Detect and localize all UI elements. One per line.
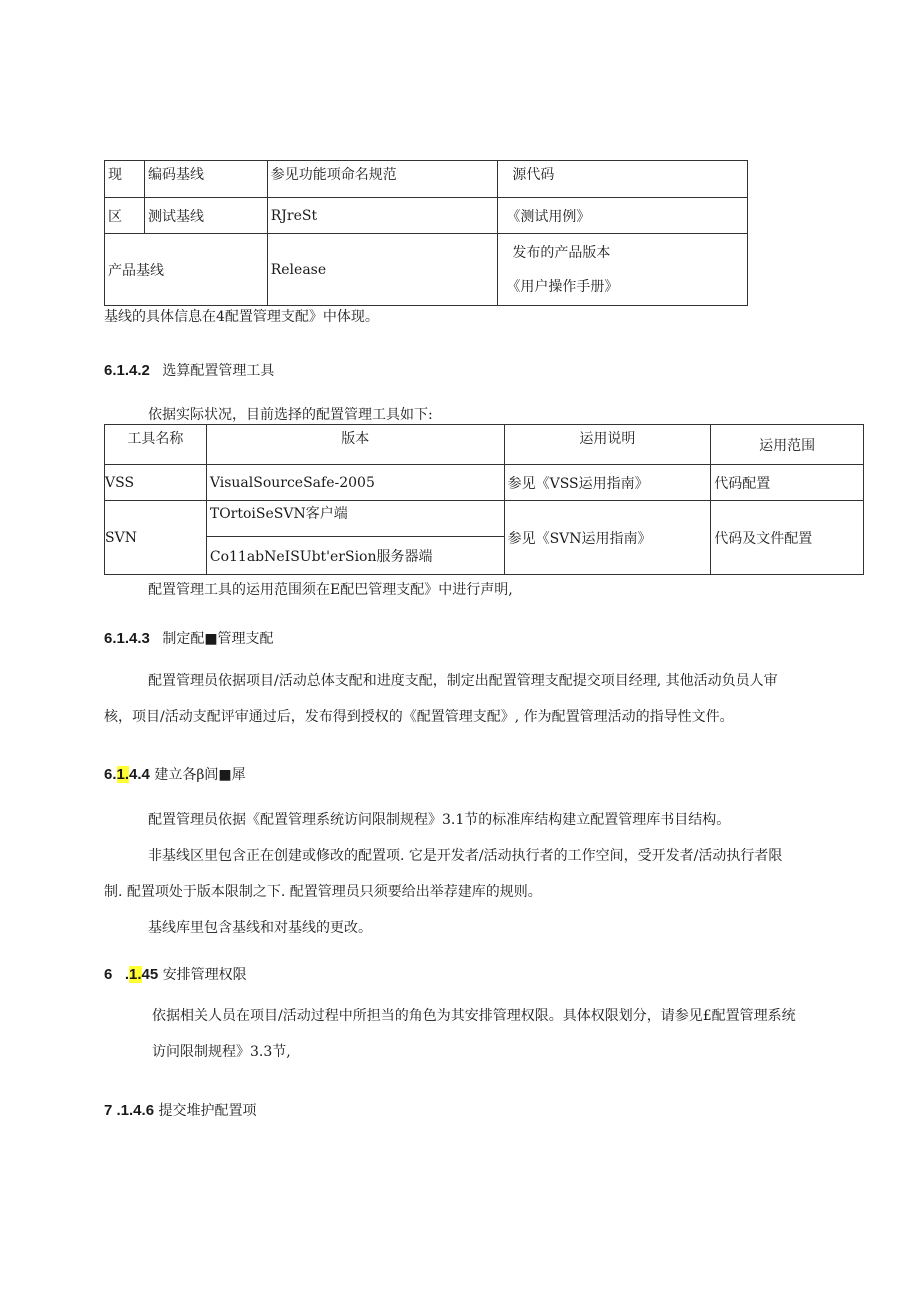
header-tool-name: 工具名称 [105, 425, 207, 465]
section-number: 6.1.4.4 [104, 766, 150, 783]
section-title: 安排管理权限 [162, 967, 247, 983]
tool-version: TOrtoiSeSVN客户端 [206, 501, 504, 537]
section-number: 6.1.4.2 [104, 362, 150, 379]
paragraph-line: 基线库里包含基线和对基线的更改。 [148, 920, 372, 936]
table-row [105, 198, 748, 234]
section-heading [104, 764, 246, 784]
section-number: 6 .1.45 [104, 966, 159, 983]
section-title: 建立各β闾■犀 [154, 767, 246, 783]
section-number: 7 .1.4.6 [104, 1102, 155, 1119]
section-title: 制定配■管理支配 [162, 631, 274, 647]
baseline-table [104, 160, 748, 306]
section-number: 6.1.4.3 [104, 630, 150, 647]
baseline-items [498, 161, 748, 198]
baseline-note: 基线的具体信息在4配置管理支配》中体现。 [104, 309, 379, 325]
paragraph-line: 配置管理员依据《配置管理系统访问限制规程》3.1节的标准库结构建立配置管理库书目结构。 [148, 812, 731, 828]
paragraph-line: 依据相关人员在项目/活动过程中所担当的角色为其安排管理权限。具体权限划分，请参见£配置管理系统 [152, 1008, 796, 1024]
table-row [105, 465, 864, 501]
baseline-naming: RJreSt [267, 198, 498, 234]
paragraph [152, 998, 796, 1070]
table-row [105, 501, 864, 537]
section-heading [104, 1100, 257, 1120]
baseline-items [498, 234, 748, 306]
table-row [105, 234, 748, 306]
baseline-items [498, 198, 748, 234]
tools-table [104, 424, 864, 575]
tool-usage: 参见《SVN运用指南》 [504, 501, 711, 575]
tool-scope: 代码及文件配置 [711, 501, 864, 575]
paragraph-line: 配置管理员依据项目/活动总体支配和进度支配，制定出配置管理支配提交项目经理, 其他活动负员人审 [148, 673, 778, 689]
paragraph [104, 802, 783, 946]
tool-version: VisualSourceSafe-2005 [206, 465, 504, 501]
tool-intro: 依据实际状况，目前选择的配置管理工具如下: [148, 407, 433, 423]
paragraph-line: 制. 配置项处于版本限制之下. 配置管理员只须要给出举荐建库的规则。 [104, 884, 542, 900]
header-scope: 运用范围 [711, 425, 864, 465]
section-title: 提交堆护配置项 [158, 1103, 257, 1119]
table-row [105, 161, 748, 198]
item-text: 《用户操作手册》 [506, 278, 619, 295]
paragraph-line: 访问限制规程》3.3节, [152, 1044, 291, 1060]
area-cell: 区 [105, 198, 145, 234]
baseline-naming: Release [267, 234, 498, 306]
baseline-name: 测试基线 [144, 198, 267, 234]
header-usage: 运用说明 [504, 425, 711, 465]
item-text: 《测试用例》 [506, 208, 591, 225]
tool-version: Co11abNeISUbt'erSion服务器端 [206, 537, 504, 575]
tool-name: VSS [105, 465, 207, 501]
paragraph [104, 663, 778, 735]
baseline-name: 编码基线 [144, 161, 267, 198]
section-heading [104, 628, 274, 648]
table-header-row [105, 425, 864, 465]
paragraph-line: 核，项目/活动支配评审通过后，发布得到授权的《配置管理支配》, 作为配置管理活动的指导性文件。 [104, 709, 734, 725]
tool-note: 配置管理工具的运用范围须在E配巴管理支配》中进行声明, [148, 582, 513, 598]
baseline-naming: 参见功能项命名规范 [267, 161, 498, 198]
item-text: 发布的产品版本 [512, 244, 611, 261]
tool-scope: 代码配置 [711, 465, 864, 501]
tool-name: SVN [105, 501, 207, 575]
baseline-name: 产品基线 [105, 234, 268, 306]
area-cell: 现 [105, 161, 145, 198]
section-title: 选算配置管理工具 [162, 363, 275, 379]
section-heading [104, 360, 274, 380]
item-text: 源代码 [512, 167, 555, 183]
section-heading [104, 964, 247, 984]
header-version: 版本 [206, 425, 504, 465]
paragraph-line: 非基线区里包含正在创建或修改的配置项. 它是开发者/活动执行者的工作空间，受开发者/活动执行者限 [148, 848, 783, 864]
tool-usage: 参见《VSS运用指南》 [504, 465, 711, 501]
